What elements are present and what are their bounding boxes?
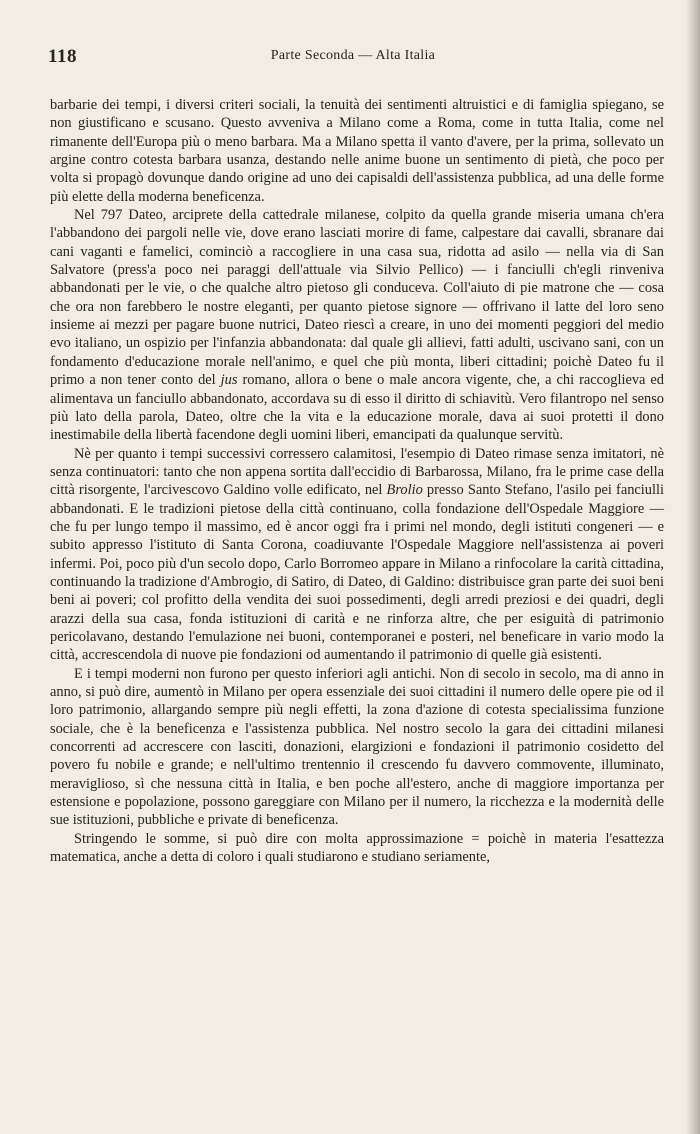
paragraph-text: E i tempi moderni non furono per questo inferiori agli antichi. Non di secolo in secolo, ma di anno in anno, si può dire, aumentò in Milano per opera essenziale dei suoi cittadini il numero delle opere pie od il loro patrimonio, allargando sempre più negli effetti, la zona d'azione di cotesta specialissima funzione sociale, che è la beneficenza e l'assistenza pubblica. Nel nostro secolo la gara dei cittadini milanesi concorrenti ad accrescere con lasciti, donazioni, elargizioni e fondazioni il patrimonio cosidetto del povero fu nobile e grande; e nell'ultimo trentennio il crescendo fu davvero commovente, illuminato, meraviglioso, sì che nessuna città in Italia, e ben poche all'estero, anche di maggiore importanza per estensione e popolazione, possono gareggiare con Milano per il numero, la ricchezza e la modernità delle sue istituzioni, pubbliche e private di beneficenza. [50,665,664,829]
paragraph-text: presso Santo Stefano, l'asilo pei fanciulli abbandonati. E le tradizioni pietose della città continuano, colla fondazione dell'Ospedale Maggiore — che fu per lungo tempo il massimo, ed è ancor oggi fra i primi nel mondo, degli istituti congeneri — e subito appresso l'istituto di Santa Corona, coadiuvante l'Ospedale Maggiore nell'assistenza ai poveri infermi. Poi, poco più d'un secolo dopo, Carlo Borromeo appare in Milano a rinfocolare la carità cittadina, continuando la tradizione d'Ambrogio, di Satiro, di Dateo, di Galdino: distribuisce gran parte dei suoi beni beni ai poveri; col profitto della vendita dei suoi possedimenti, degli arredi preziosi e dei quadri, degli arazzi della sua casa, fonda istituzioni di carità e ne rinforza altre, che per esiguità di patrimonio pericolavano, destando l'emulazione nei buoni, contemporanei e posteri, nel beneficare in vario modo la città, accrescendola di nuove pie fondazioni od aumentando il patrimonio di quelle già esistenti. [50,482,664,664]
italic-term: Brolio [386,482,423,499]
paragraph-text: romano, allora o bene o male ancora vigente, che, a chi raccoglieva ed alimentava un fanciullo abbandonato, accordava su di esso il diritto di schiavitù. Vero filantropo nel senso più lato della parola, Dateo, oltre che la vita e la educazione morale, dava ai suoi protetti il dono inestimabile della libertà facendone degli uomini liberi, emancipati da qualunque servitù. [50,372,664,444]
paragraph-text: Nè per quanto i tempi successivi corressero calamitosi, l'esempio di Dateo rimase senza imitatori, nè senza continuatori: tanto che non appena sortita dall'eccidio di Barbarossa, Milano, fra le prime case della città risorgente, l'arcivescovo Galdino volle edificato, nel [50,445,664,499]
italic-term: jus [220,372,238,389]
body-text [50,96,664,866]
paragraph-1 [50,96,664,206]
paragraph-text: Nel 797 Dateo, arciprete della cattedrale milanese, colpito da quella grande miseria umana ch'era l'abbandono dei pargoli nelle vie, dove erano lasciati morire di fame, calpestare dai cavalli, sbranare dai cani vaganti e famelici, cominciò a raccogliere in una casa sua, ridotta ad asilo — nella via di San Salvatore (press'a poco nei paraggi dell'attuale via Silvio Pellico) — i fanciulli ch'egli rinveniva abbandonati per le vie, o che qualche altro pietoso gli conduceva. Coll'aiuto di pie matrone che — cosa che ora non farebbero le nostre eleganti, per quanto pietose signore — offrivano il latte del loro seno insieme ai mezzi per pagare buone nutrici, Dateo riescì a creare, in uno dei momenti peggiori del medio evo italiano, un ospizio per l'infanzia abbandonata: dal quale gli allievi, fatti adulti, uscivano sani, con un fondamento d'educazione morale nell'animo, e quel che più monta, liberi cittadini; poichè Dateo fu il primo a non tener conto del [50,207,664,389]
paragraph-4 [50,665,664,830]
page-edge-shadow [686,0,700,1134]
running-title: Parte Seconda — Alta Italia [270,48,436,63]
paragraph-text: barbarie dei tempi, i diversi criteri sociali, la tenuità dei sentimenti altruistici e di famiglia spiegano, se non giustificano e scusano. Questo avveniva a Milano come a Roma, come in tutta Italia, come nel rimanente dell'Europa più o meno barbara. Ma a Milano spetta il vanto d'avere, per la prima, sollevato un argine contro cotesta barbara usanza, destando nelle anime buone un sentimento di pietà, che poco per volta si propagò dovunque dando origine ad uno dei capisaldi dell'assistenza pubblica, ad una delle forme più elette della moderna beneficenza. [50,97,664,205]
paragraph-5 [50,830,664,867]
page-header [48,46,658,66]
paragraph-2 [50,206,664,444]
paragraph-3 [50,445,664,665]
page-number: 118 [48,46,77,67]
paragraph-text: Stringendo le somme, si può dire con molta approssimazione = poichè in materia l'esattezza matematica, anche a detta di coloro i quali studiarono e studiano seriamente, [50,830,664,866]
